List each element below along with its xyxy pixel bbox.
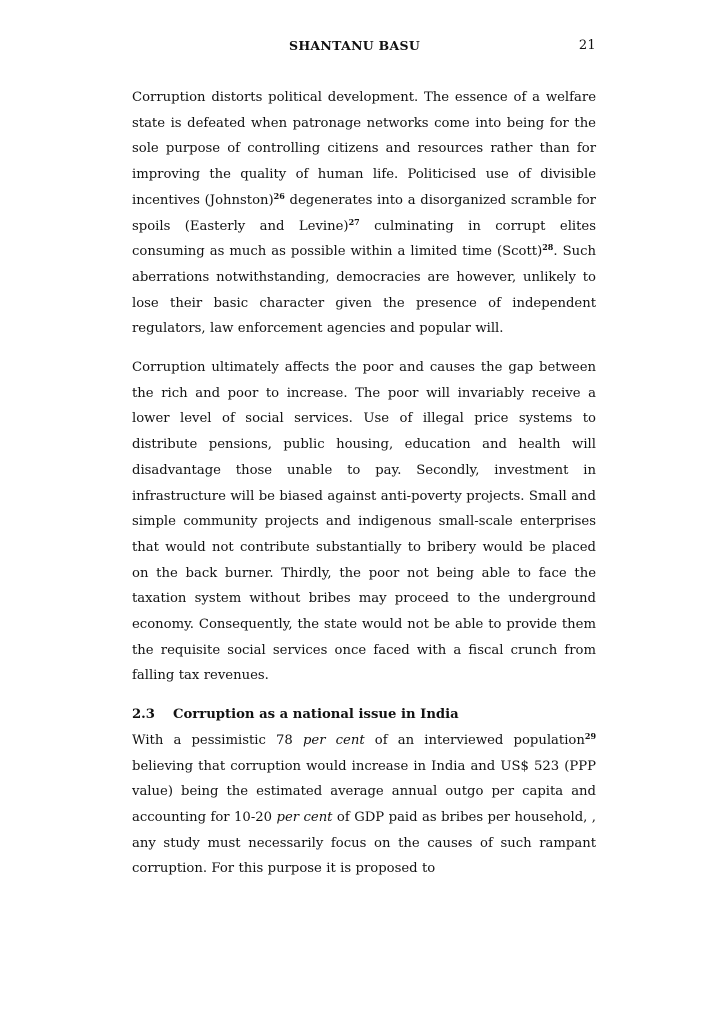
emphasis-per-cent-2: per cent	[276, 809, 333, 825]
paragraph-3-text-a: With a pessimistic 78	[132, 732, 303, 748]
running-header	[132, 38, 596, 58]
paragraph-1-text-d: . Such aberrations notwithstanding, democracies are however, unlikely to lose their basic character given the presence of independent regulators, law enforcement agencies and popular will.	[132, 244, 596, 337]
paragraph-1-text-c: culminating in corrupt elites consuming as much as possible within a limited time (Scott)	[132, 218, 596, 260]
body-text	[132, 85, 596, 895]
paragraph-3-text-c: believing that corruption would increase in India and US$ 523 (PPP value) being the estimated average annual outgo per capita and accounting for 10-20	[132, 758, 596, 825]
footnote-ref-26: 26	[273, 190, 285, 201]
emphasis-per-cent-1: per cent	[302, 732, 365, 748]
section-heading	[132, 702, 596, 728]
section-title: Corruption as a national issue in India	[173, 707, 459, 723]
page-number: 21	[578, 38, 596, 53]
footnote-ref-29: 29	[584, 730, 597, 741]
paragraph-2: Corruption ultimately affects the poor and causes the gap between the rich and poor to increase. The poor will invariably receive a lower level of social services. Use of illegal price systems to distribute pensions, public housing, education and health will disadvantage those unable to pay. Secondly, investment in infrastructure will be biased against anti-poverty projects. Small and simple community projects and indigenous small-scale enterprises that would not contribute substantially to bribery would be placed on the back burner. Thirdly, the poor not being able to face the taxation system without bribes may proceed to the underground economy. Consequently, the state would not be able to provide them the requisite social services once faced with a fiscal crunch from falling tax revenues.	[132, 360, 596, 684]
paragraph-1-text-a: Corruption distorts political development. The essence of a welfare state is defeated when patronage networks come into being for the sole purpose of controlling citizens and resources rather than for improving the quality of human life. Politicised use of divisible incentives (Johnston)	[132, 90, 596, 208]
paragraph-1	[132, 85, 596, 342]
paragraph-3-text-b: of an interviewed population	[364, 732, 585, 748]
header-author: SHANTANU BASU	[289, 38, 421, 53]
paragraph-3-text-d: of GDP paid as bribes per household, , any study must necessarily focus on the causes of such rampant corruption. For this purpose it is proposed to	[132, 809, 596, 877]
footnote-ref-28: 28	[542, 242, 554, 253]
section-number: 2.3	[132, 707, 155, 723]
footnote-ref-27: 27	[348, 216, 360, 227]
paragraph-1-text-b: degenerates into a disorganized scramble for spoils (Easterly and Levine)	[132, 192, 596, 234]
paragraph-3	[132, 728, 596, 882]
